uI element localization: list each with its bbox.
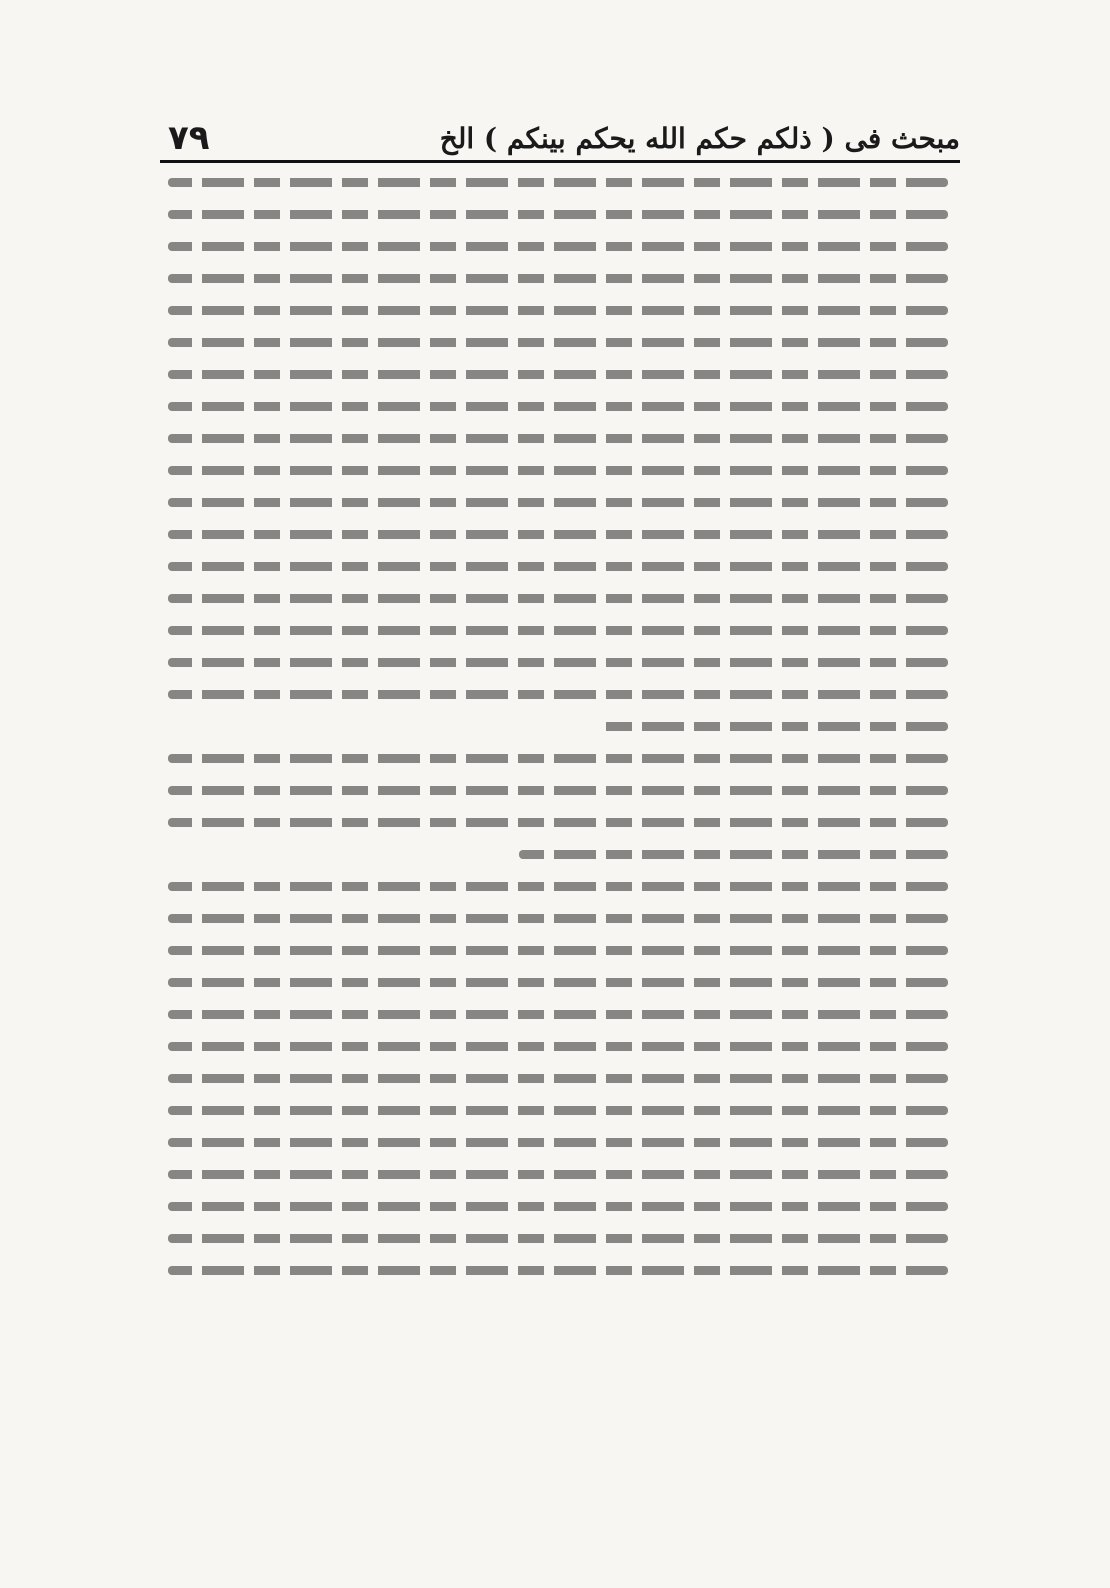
text-line: [168, 658, 948, 667]
text-line: [168, 498, 948, 507]
text-line: [168, 754, 948, 763]
text-line: [168, 1202, 948, 1211]
text-line: [168, 1138, 948, 1147]
running-title: مبحث فى ( ذلكم حكم الله يحكم بينكم ) الخ: [439, 122, 960, 155]
text-line: [168, 306, 948, 315]
text-line: [519, 850, 948, 859]
text-line: [168, 466, 948, 475]
body-text: [168, 178, 948, 1298]
page-number: ٧٩: [168, 118, 210, 158]
text-line: [168, 178, 948, 187]
paragraph-4: [168, 1074, 948, 1275]
header-rule: [160, 160, 960, 163]
text-line: [168, 1106, 948, 1115]
text-line: [168, 274, 948, 283]
page-header: [160, 118, 960, 162]
text-line: [168, 626, 948, 635]
text-line: [168, 210, 948, 219]
text-line: [168, 1266, 948, 1275]
paragraph-3: [168, 882, 948, 1051]
text-line: [168, 978, 948, 987]
text-line: [168, 242, 948, 251]
text-line: [168, 562, 948, 571]
text-line: [168, 1074, 948, 1083]
text-line: [168, 1234, 948, 1243]
text-line: [168, 370, 948, 379]
text-line: [168, 1170, 948, 1179]
text-line: [168, 530, 948, 539]
text-line: [168, 434, 948, 443]
text-line: [168, 914, 948, 923]
text-line: [168, 338, 948, 347]
text-line: [168, 1010, 948, 1019]
text-line: [168, 818, 948, 827]
text-line: [168, 882, 948, 891]
text-line: [168, 402, 948, 411]
text-line: [597, 722, 948, 731]
paragraph-2: [168, 754, 948, 859]
text-line: [168, 1042, 948, 1051]
paragraph-1: [168, 178, 948, 731]
text-line: [168, 786, 948, 795]
text-line: [168, 594, 948, 603]
text-line: [168, 946, 948, 955]
text-line: [168, 690, 948, 699]
